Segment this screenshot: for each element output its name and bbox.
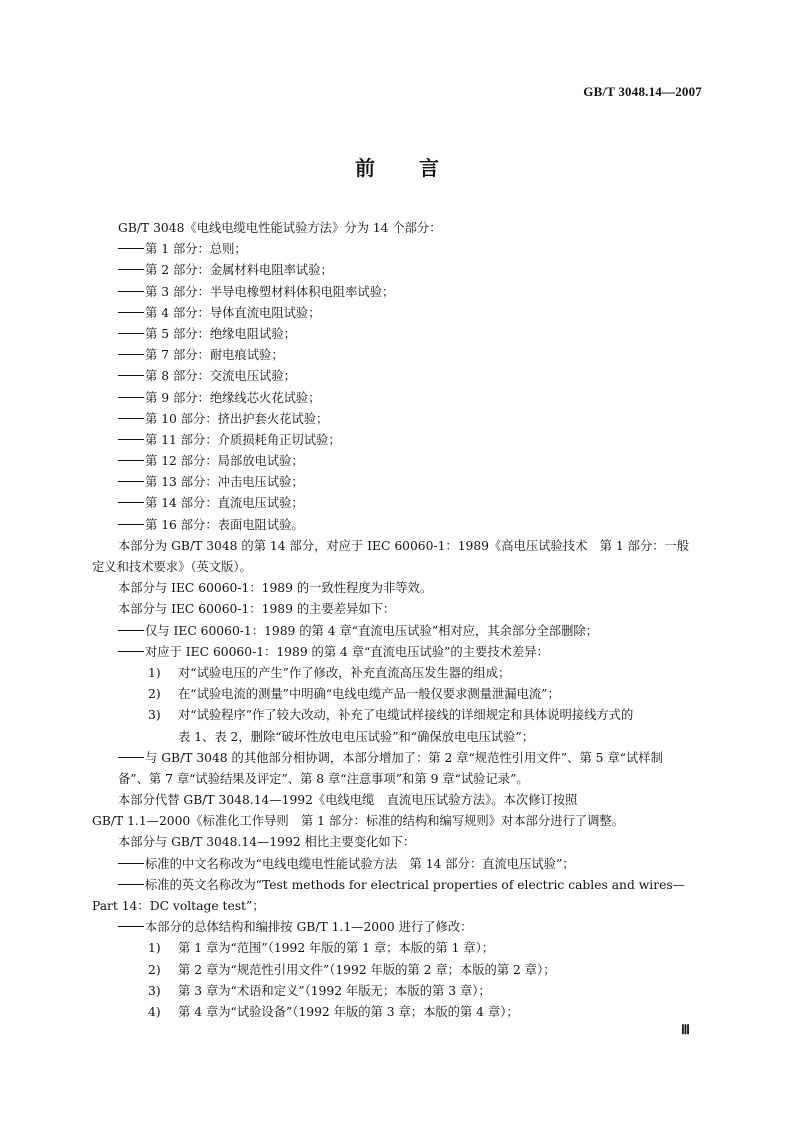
item-number: 4) xyxy=(148,1004,161,1019)
change-item xyxy=(92,875,704,896)
difference-text: 与 GB/T 3048 的其他部分相协调，本部分增加了：第 2 章“规范性引用文件”、第 5 章“试样制 xyxy=(145,750,663,765)
em-dash xyxy=(118,291,144,292)
part-text: 第 5 部分：绝缘电阻试验； xyxy=(145,326,296,341)
part-text: 第 8 部分：交流电压试验； xyxy=(145,369,296,384)
page-number: Ⅲ xyxy=(681,1022,690,1037)
paragraph-line: 本部分代替 GB/T 3048.14—1992《电线电缆 直流电压试验方法》。本次修订按照 xyxy=(118,793,578,808)
part-item xyxy=(92,409,704,430)
title-char-2: 言 xyxy=(419,156,439,180)
numbered-item xyxy=(92,705,704,726)
part-item xyxy=(92,451,704,472)
part-text: 第 12 部分：局部放电试验； xyxy=(145,454,304,469)
item-number: 3) xyxy=(148,708,161,723)
differences-intro: 本部分与 IEC 60060-1：1989 的主要差异如下： xyxy=(118,602,396,617)
part-text: 第 13 部分：冲击电压试验； xyxy=(145,475,304,490)
part-item xyxy=(92,493,704,514)
replacement-paragraph xyxy=(92,790,704,832)
difference-item xyxy=(92,642,704,663)
title-char-1: 前 xyxy=(355,156,375,180)
em-dash xyxy=(118,375,144,376)
em-dash xyxy=(118,397,144,398)
numbered-item xyxy=(92,938,704,959)
numbered-item xyxy=(92,1002,704,1023)
item-text: 第 3 章为“术语和定义”（1992 年版无；本版的第 3 章）； xyxy=(178,983,491,998)
change-item xyxy=(92,917,704,938)
item-number: 3) xyxy=(148,983,161,998)
part-text: 第 14 部分：直流电压试验； xyxy=(145,496,304,511)
paragraph-line: 本部分为 GB/T 3048 的第 14 部分，对应于 IEC 60060-1：1989《高电压试验技术 第 1 部分：一般 xyxy=(118,538,690,553)
item-text: 第 1 章为“范围”（1992 年版的第 1 章；本版的第 1 章）； xyxy=(178,941,495,956)
difference-item xyxy=(92,748,704,769)
item-number: 2) xyxy=(148,962,161,977)
standard-code: GB/T 3048.14—2007 xyxy=(583,84,702,99)
item-number: 1) xyxy=(148,941,161,956)
difference-item xyxy=(92,621,704,642)
paragraph-line: GB/T 1.1—2000《标准化工作导则 第 1 部分：标准的结构和编写规则》对本部分进行了调整。 xyxy=(92,814,624,829)
item-text: 对“试验程序”作了较大改动，补充了电缆试样接线的详细规定和具体说明接线方式的 xyxy=(178,708,634,723)
part-text: 第 2 部分：金属材料电阻率试验； xyxy=(145,263,333,278)
part-item xyxy=(92,303,704,324)
item-number: 2) xyxy=(148,687,161,702)
item-text: 在“试验电流的测量”中明确“电线电缆产品一般仅要求测量泄漏电流”； xyxy=(178,687,560,702)
part-text: 第 11 部分：介质损耗角正切试验； xyxy=(145,432,341,447)
part-item xyxy=(92,239,704,260)
difference-item-continuation: 备”、第 7 章“试验结果及评定”、第 8 章“注意事项”和第 9 章“试验记录”。 xyxy=(118,771,529,786)
numbered-item xyxy=(92,663,704,684)
em-dash xyxy=(118,248,144,249)
em-dash xyxy=(118,630,144,631)
page-title xyxy=(0,152,794,181)
part-text: 第 7 部分：耐电痕试验； xyxy=(145,348,284,363)
em-dash xyxy=(118,269,144,270)
consistency-paragraph: 本部分与 IEC 60060-1：1989 的一致性程度为非等效。 xyxy=(118,581,433,596)
part-text: 第 16 部分：表面电阻试验。 xyxy=(145,517,304,532)
em-dash xyxy=(118,651,144,652)
part-item xyxy=(92,260,704,281)
part-text: 第 9 部分：绝缘线芯火花试验； xyxy=(145,390,321,405)
item-text: 对“试验电压的产生”作了修改，补充直流高压发生器的组成； xyxy=(178,665,511,680)
intro-paragraph: GB/T 3048《电线电缆电性能试验方法》分为 14 个部分： xyxy=(118,221,442,235)
em-dash xyxy=(118,524,144,525)
em-dash xyxy=(118,884,144,885)
item-text: 第 4 章为“试验设备”（1992 年版的第 3 章；本版的第 4 章）； xyxy=(178,1004,519,1019)
part-item xyxy=(92,388,704,409)
em-dash xyxy=(118,418,144,419)
part-item xyxy=(92,430,704,451)
em-dash xyxy=(118,481,144,482)
part-item xyxy=(92,282,704,303)
item-number: 1) xyxy=(148,665,161,680)
em-dash xyxy=(118,502,144,503)
part-item xyxy=(92,366,704,387)
item-text: 第 2 章为“规范性引用文件”（1992 年版的第 2 章；本版的第 2 章）； xyxy=(178,962,556,977)
change-text: 标准的英文名称改为“Test methods for electrical properties of electric cables and wires— xyxy=(145,877,685,892)
paragraph-line: 定义和技术要求》（英文版）。 xyxy=(92,560,252,574)
em-dash xyxy=(118,312,144,313)
em-dash xyxy=(118,439,144,440)
change-text: 本部分的总体结构和编排按 GB/T 1.1—2000 进行了修改： xyxy=(145,920,473,935)
part-text: 第 3 部分：半导电橡塑材料体积电阻率试验； xyxy=(145,284,395,299)
difference-text: 对应于 IEC 60060-1：1989 的第 4 章“直流电压试验”的主要技术差异： xyxy=(145,644,549,659)
numbered-item xyxy=(92,960,704,981)
em-dash xyxy=(118,926,144,927)
change-item xyxy=(92,854,704,875)
change-text: 标准的中文名称改为“电线电缆电性能试验方法 第 14 部分：直流电压试验”； xyxy=(145,856,575,871)
changes-intro: 本部分与 GB/T 3048.14—1992 相比主要变化如下： xyxy=(118,835,416,850)
parts-list xyxy=(92,239,704,536)
change-item-continuation: Part 14：DC voltage test”； xyxy=(92,899,265,913)
em-dash xyxy=(118,460,144,461)
em-dash xyxy=(118,863,144,864)
em-dash xyxy=(118,757,144,758)
correspondence-paragraph xyxy=(92,536,704,578)
em-dash xyxy=(118,333,144,334)
part-text: 第 4 部分：导体直流电阻试验； xyxy=(145,305,321,320)
numbered-item xyxy=(92,684,704,705)
part-text: 第 10 部分：挤出护套火花试验； xyxy=(145,411,329,426)
document-body xyxy=(92,218,704,1023)
em-dash xyxy=(118,354,144,355)
part-item xyxy=(92,472,704,493)
part-text: 第 1 部分：总则； xyxy=(145,242,247,257)
numbered-item xyxy=(92,981,704,1002)
part-item xyxy=(92,345,704,366)
difference-text: 仅与 IEC 60060-1：1989 的第 4 章“直流电压试验”相对应，其余部分全部删除； xyxy=(145,623,598,638)
part-item xyxy=(92,515,704,536)
numbered-item-continuation: 表 1、表 2，删除“破坏性放电电压试验”和“确保放电电压试验”； xyxy=(178,729,535,744)
part-item xyxy=(92,324,704,345)
